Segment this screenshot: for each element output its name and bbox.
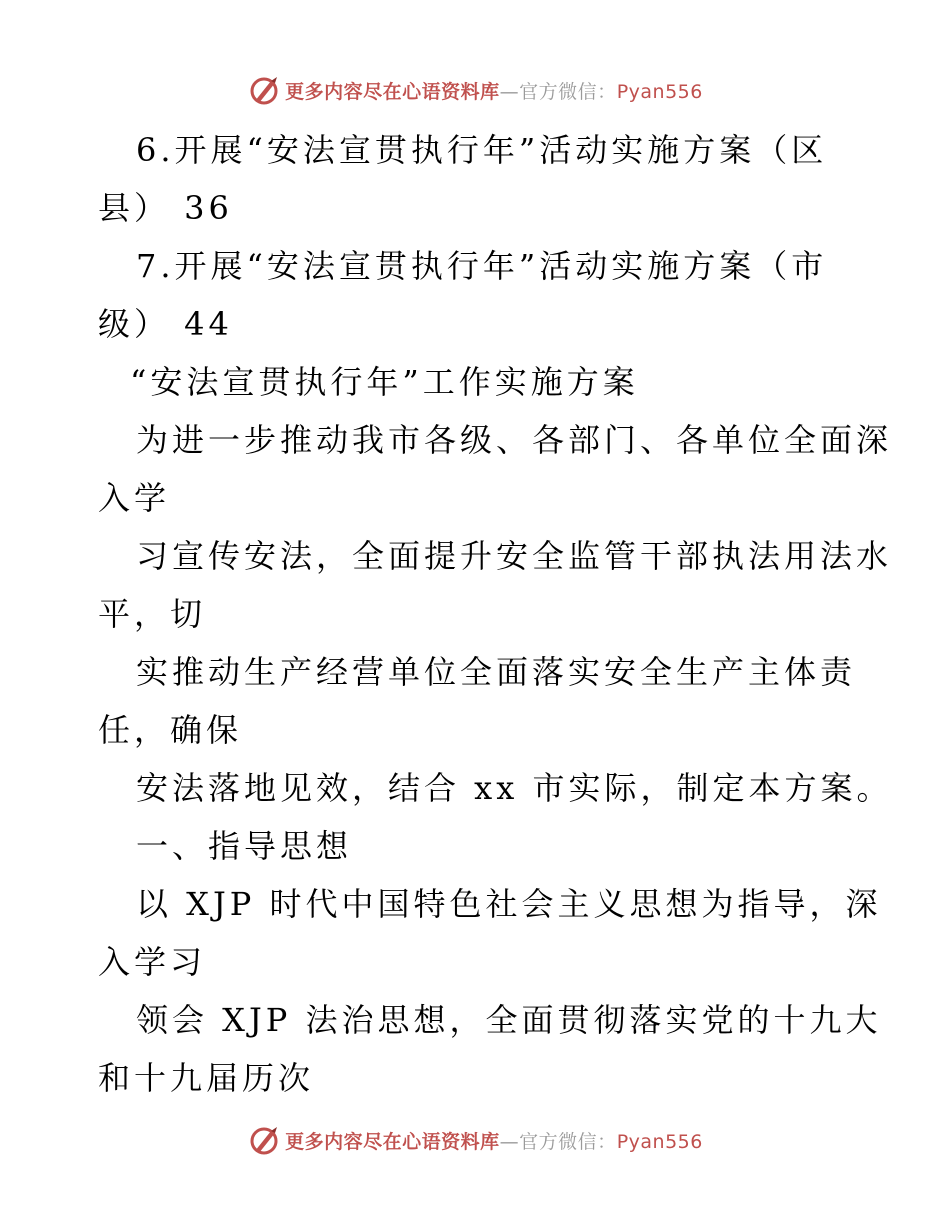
banner-text	[285, 77, 703, 104]
paragraph-line: 以 XJP 时代中国特色社会主义思想为指导，深	[136, 885, 882, 923]
banner-wechat-label: 官方微信：	[519, 80, 617, 103]
paragraph-line: 入学习	[98, 943, 207, 981]
quill-pen-logo-icon	[247, 73, 281, 107]
paragraph-line: 实推动生产经营单位全面落实安全生产主体责	[136, 653, 857, 691]
banner-main-text: 更多内容尽在心语资料库	[285, 80, 500, 103]
paragraph-line: 习宣传安法，全面提升安全监管干部执法用法水	[136, 537, 893, 575]
header-banner	[0, 70, 950, 110]
banner-wechat-id: Pyan556	[616, 80, 703, 103]
paragraph-line: 为进一步推动我市各级、各部门、各单位全面深	[136, 421, 893, 459]
paragraph-line: 和十九届历次	[98, 1059, 315, 1097]
paragraph-line: 任，确保	[98, 711, 243, 749]
toc-entry-7: 7.开展“安法宣贯执行年”活动实施方案（市	[136, 247, 828, 285]
banner-wechat-id: Pyan556	[616, 1130, 703, 1153]
toc-entry-6: 6.开展“安法宣贯执行年”活动实施方案（区	[136, 131, 828, 169]
quill-pen-logo-icon	[247, 1123, 281, 1157]
toc-entry-6-cont: 县） 36	[98, 189, 233, 227]
banner-dash: —	[499, 80, 520, 103]
footer-banner	[0, 1120, 950, 1160]
banner-text	[285, 1127, 703, 1154]
paragraph-line: 入学	[98, 479, 171, 517]
banner-wechat-label: 官方微信：	[519, 1130, 617, 1153]
banner-main-text: 更多内容尽在心语资料库	[285, 1130, 500, 1153]
paragraph-line: 领会 XJP 法治思想，全面贯彻落实党的十九大	[136, 1001, 882, 1039]
document-title: “安法宣贯执行年”工作实施方案	[130, 363, 639, 401]
paragraph-line: 平，切	[98, 595, 207, 633]
toc-entry-7-cont: 级） 44	[98, 305, 233, 343]
section-heading: 一、指导思想	[136, 827, 353, 865]
banner-dash: —	[499, 1130, 520, 1153]
paragraph-line: 安法落地见效，结合 xx 市实际，制定本方案。	[136, 769, 893, 807]
